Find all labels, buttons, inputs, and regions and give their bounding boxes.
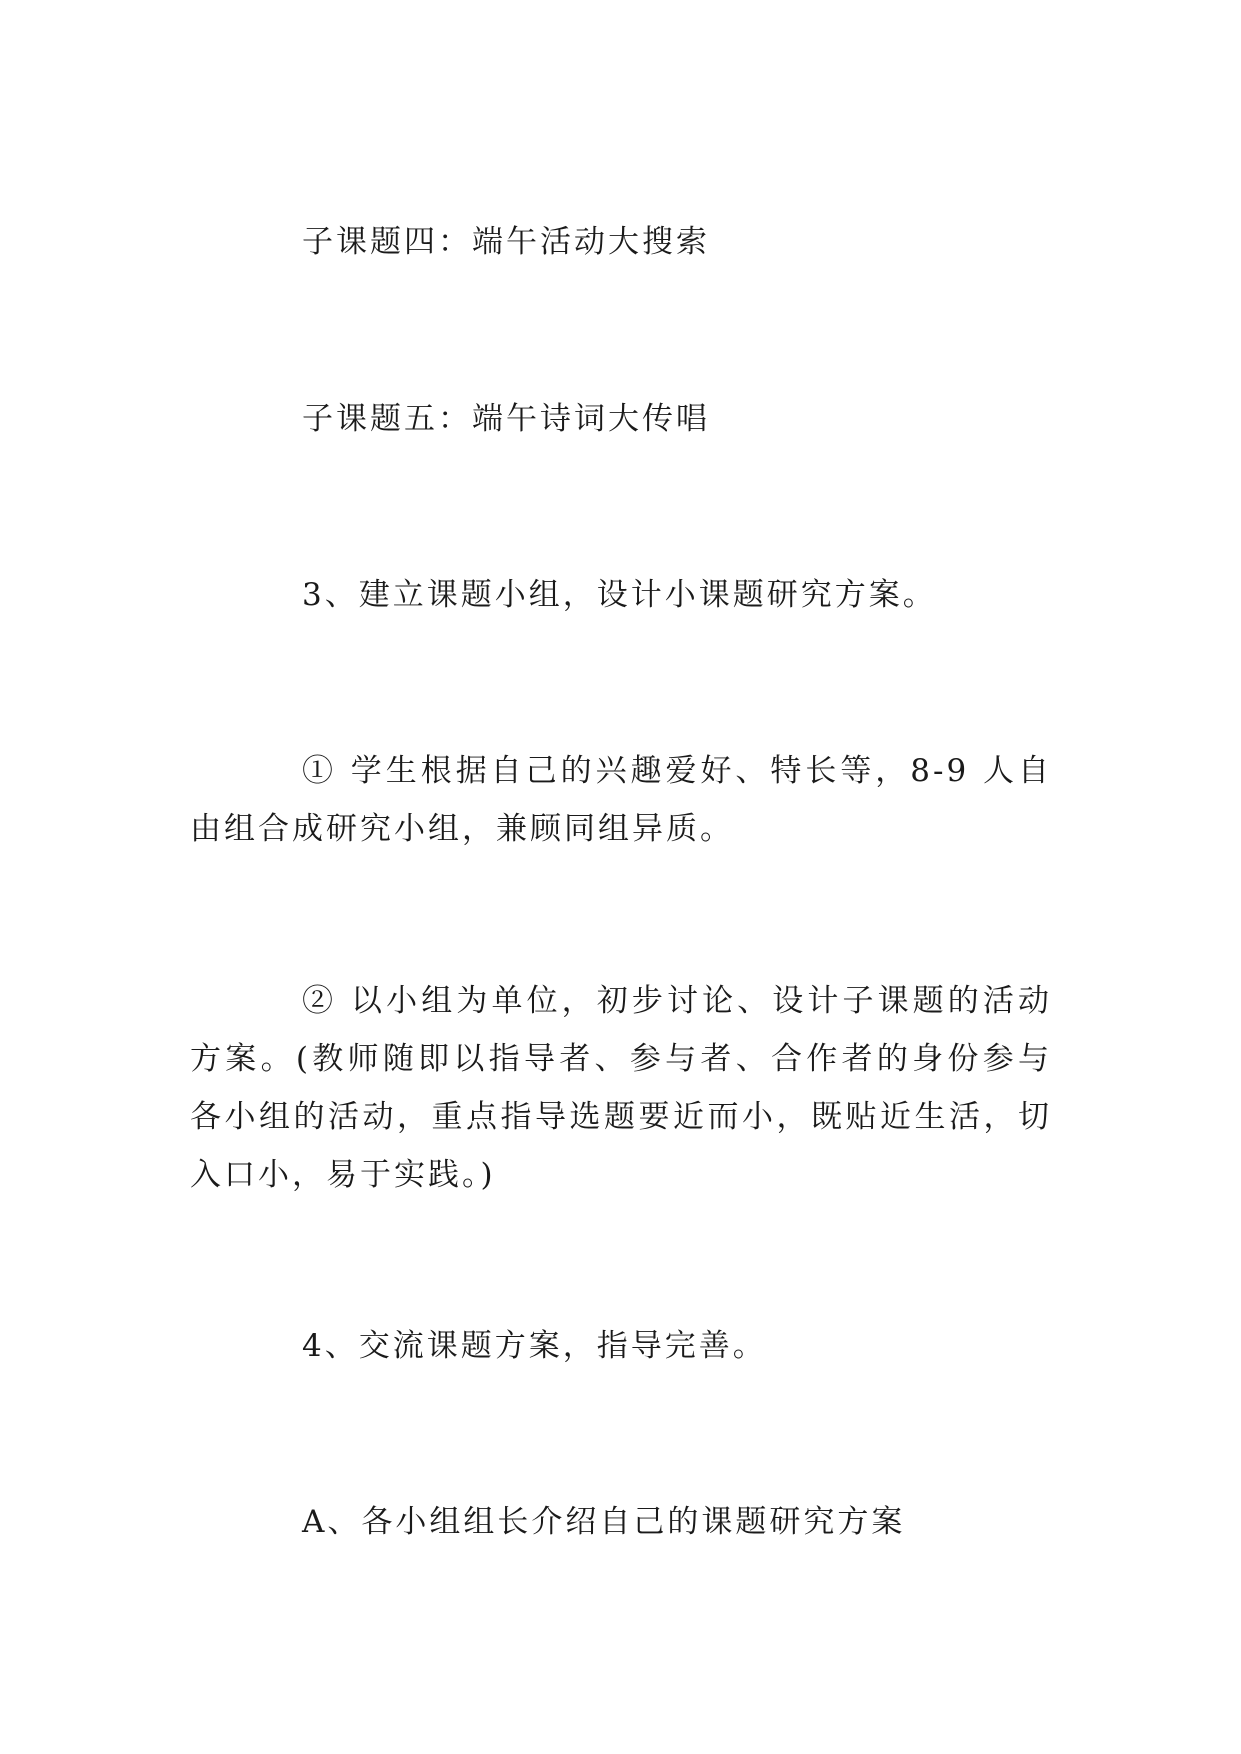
step-three-item-two: ② 以小组为单位，初步讨论、设计子课题的活动方案。(教师随即以指导者、参与者、合作者的身份参与各小组的活动，重点指导选题要近而小，既贴近生活，切入口小，易于实践。) [190, 983, 1052, 1193]
step-four-item-a: A、各小组组长介绍自己的课题研究方案 [302, 1504, 906, 1540]
subtopic-four-text: 子课题四：端午活动大搜索 [302, 224, 710, 260]
step-three-heading: 3、建立课题小组，设计小课题研究方案。 [302, 577, 937, 613]
step-three-item-one: ① 学生根据自己的兴趣爱好、特长等，8-9 人自由组合成研究小组，兼顾同组异质。 [190, 753, 1052, 847]
subtopic-five-text: 子课题五：端午诗词大传唱 [302, 401, 710, 437]
step-four-heading: 4、交流课题方案，指导完善。 [302, 1328, 767, 1364]
